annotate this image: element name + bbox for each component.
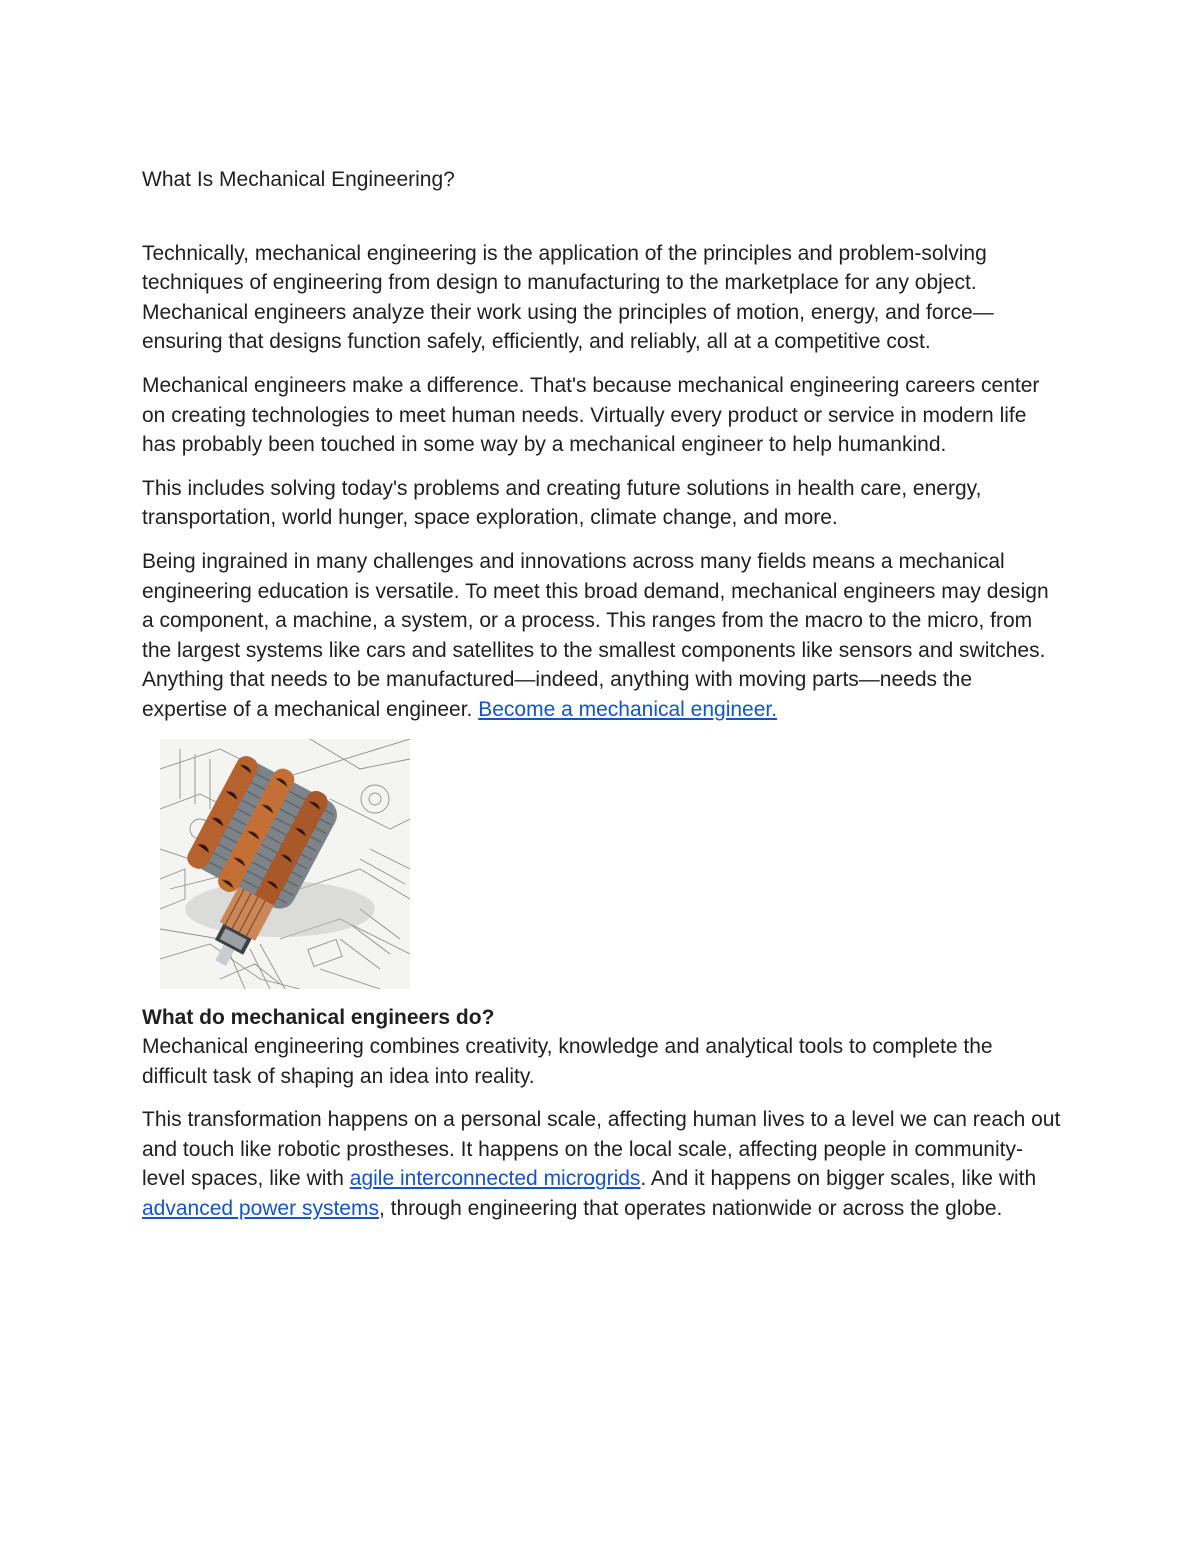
section2-p2-text-2: . And it happens on bigger scales, like with bbox=[640, 1167, 1037, 1191]
paragraph-2: Mechanical engineers make a difference. That's because mechanical engineering careers center on creating technologies to meet human needs. Virtually every product or service in modern life has probably been touched in some way by a mechanical engineer to help humankind. bbox=[142, 373, 1040, 457]
section-heading-what-do: What do mechanical engineers do? bbox=[142, 1005, 495, 1029]
section2-paragraph-1: Mechanical engineering combines creativity, knowledge and analytical tools to complete the difficult task of shaping an idea into reality. bbox=[142, 1035, 993, 1088]
paragraph-1: Technically, mechanical engineering is the application of the principles and problem-solving techniques of engineering from design to manufacturing to the marketplace for any object. Mechanical engineers analyze their work using the principles of motion, energy, and force—ensuring that designs function safely, efficiently, and reliably, all at a competitive cost. bbox=[142, 241, 994, 354]
power-systems-link[interactable]: advanced power systems bbox=[142, 1197, 379, 1221]
section2-paragraph-2 bbox=[142, 1105, 1062, 1223]
microgrids-link[interactable]: agile interconnected microgrids bbox=[349, 1167, 641, 1191]
section2-p2-text-3: , through engineering that operates nationwide or across the globe. bbox=[378, 1197, 1003, 1221]
paragraph-4 bbox=[142, 547, 1062, 725]
document-title: What Is Mechanical Engineering? bbox=[142, 168, 455, 191]
motor-armature-image bbox=[160, 739, 410, 989]
paragraph-4-text: Being ingrained in many challenges and innovations across many fields means a mechanical engineering education is versatile. To meet this broad demand, mechanical engineers may design a component, a machine, a system, or a process. This ranges from the macro to the micro, from the largest systems like cars and satellites to the smallest components like sensors and switches. Anything that needs to be manufactured—indeed, anything with moving parts—needs the expertise of a mechanical engineer. bbox=[142, 549, 1049, 721]
become-engineer-link[interactable]: Become a mechanical engineer. bbox=[478, 697, 778, 721]
paragraph-3: This includes solving today's problems and creating future solutions in health care, energy, transportation, world hunger, space exploration, climate change, and more. bbox=[142, 476, 982, 530]
section2-p2-text-1: This transformation happens on a personal scale, affecting human lives to a level we can reach out and touch like robotic prostheses. It happens on the local scale, affecting people in community-level spaces, like with bbox=[142, 1108, 1061, 1191]
document-page bbox=[142, 165, 1062, 1238]
